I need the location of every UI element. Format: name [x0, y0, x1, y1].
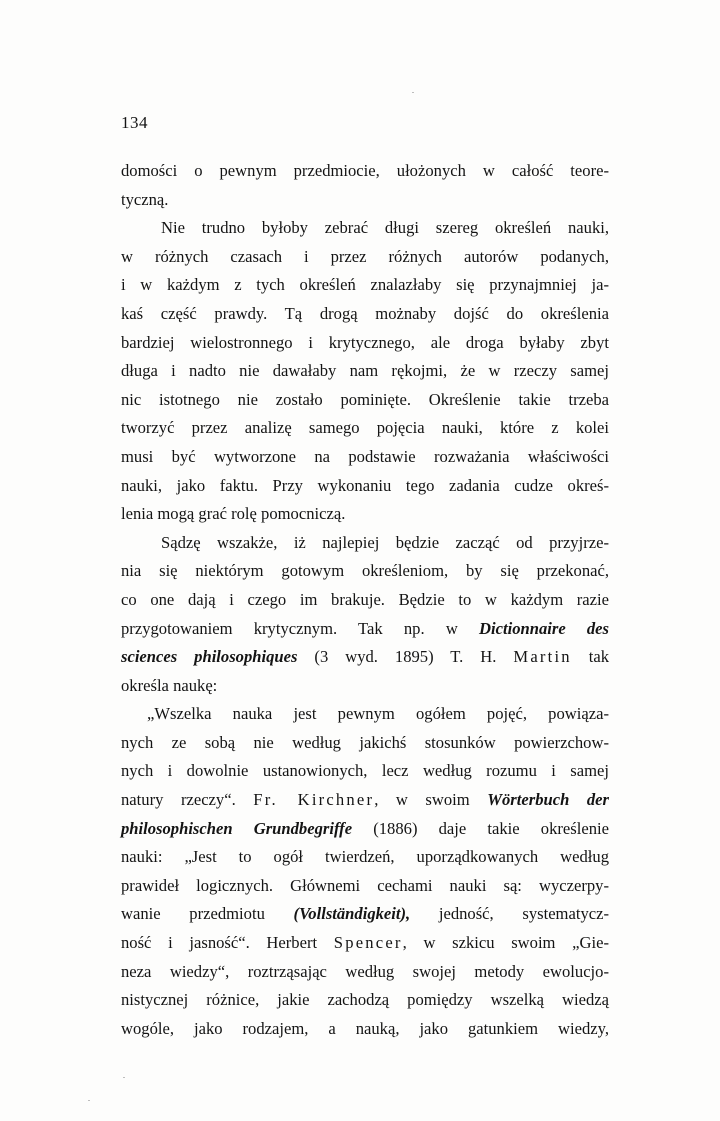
- line-text: domości o pewnym przedmiocie, ułożonych w całość teore-: [121, 161, 609, 180]
- line-text: prawideł logicznych. Głównemi cechami nauki są: wyczerpy-: [121, 875, 609, 895]
- line-text: natury rzeczy“.: [121, 790, 254, 810]
- scan-speck: [412, 92, 414, 93]
- line-text: i w każdym z tych określeń znalazłaby się przynajmniej ja-: [121, 275, 609, 295]
- line-text: przygotowaniem krytycznym. Tak np. w: [121, 618, 480, 638]
- line-text: nauki, jako faktu. Przy wykonaniu tego zadania cudze okreś-: [121, 475, 609, 495]
- line-text: musi być wytworzone na podstawie rozważania właściwości: [121, 446, 609, 466]
- text-line: [121, 414, 609, 443]
- text-line: [121, 958, 609, 987]
- line-text: nistycznej różnice, jakie zachodzą pomiędzy wszelką wiedzą: [121, 990, 609, 1010]
- text-line: [121, 243, 609, 272]
- line-text: (1886) daje takie określenie: [352, 818, 609, 838]
- text-line: [121, 672, 609, 701]
- line-text: , w swoim: [374, 790, 488, 810]
- line-text: (3 wyd. 1895) T. H.: [297, 647, 514, 667]
- book-title-sciences: sciences philosophiques: [121, 647, 298, 667]
- text-line: [121, 500, 609, 529]
- text-line: [121, 615, 609, 644]
- line-text: w różnych czasach i przez różnych autorów podanych,: [121, 246, 609, 266]
- text-line: [121, 357, 609, 386]
- line-text: nic istotnego nie zostało pominięte. Określenie takie trzeba: [121, 389, 609, 409]
- text-line: [121, 443, 609, 472]
- scan-speck: [88, 1100, 90, 1101]
- text-line: [121, 271, 609, 300]
- line-text: długa i nadto nie dawałaby nam rękojmi, że w rzeczy samej: [121, 361, 609, 381]
- text-line: [121, 586, 609, 615]
- line-text: bardziej wielostronnego i krytycznego, ale droga byłaby zbyt: [121, 332, 609, 352]
- line-text: nia się niektórym gotowym określeniom, by się przekonać,: [121, 561, 609, 581]
- line-text: Nie trudno byłoby zebrać długi szereg określeń nauki,: [161, 218, 609, 238]
- line-text: , w szkicu swoim „Gie-: [402, 933, 609, 953]
- text-line: [121, 1015, 609, 1044]
- text-line: [121, 700, 609, 729]
- line-text: co one dają i czego im brakuje. Będzie to w każdym razie: [121, 589, 609, 609]
- line-text: wogóle, jako rodzajem, a nauką, jako gatunkiem wiedzy,: [121, 1018, 609, 1038]
- line-text: kaś część prawdy. Tą drogą możnaby dojść do określenia: [121, 303, 609, 323]
- scan-speck: [123, 1077, 125, 1078]
- book-title-dictionnaire: Dictionnaire des: [479, 618, 610, 638]
- line-text: jedność, systematycz-: [410, 904, 609, 924]
- line-text: tak: [571, 647, 609, 667]
- line-text: ność i jasność“. Herbert: [121, 933, 334, 953]
- line-text: tworzyć przez analizę samego pojęcia nauki, które z kolei: [121, 418, 609, 438]
- book-title-worterbuch: Wörterbuch der: [487, 790, 609, 810]
- text-line: [121, 300, 609, 329]
- body-text: [121, 157, 609, 1043]
- text-line: [121, 557, 609, 586]
- text-line: [121, 757, 609, 786]
- text-line: [121, 529, 609, 558]
- text-line: [121, 329, 609, 358]
- text-line: [121, 472, 609, 501]
- text-line: [121, 643, 609, 672]
- line-text: „Wszelka nauka jest pewnym ogółem pojęć, powiąza-: [147, 704, 609, 724]
- text-line: [121, 900, 609, 929]
- line-text: nauki: „Jest to ogół twierdzeń, uporządkowanych według: [121, 847, 609, 867]
- line-text: neza wiedzy“, roztrząsając według swojej metody ewolucjo-: [121, 961, 609, 981]
- author-name-spencer: Spencer: [333, 933, 403, 953]
- book-title-grundbegriffe: philosophischen Grundbegriffe: [121, 818, 353, 838]
- line-text: tyczną.: [121, 189, 169, 209]
- line-text: nych i dowolnie ustanowionych, lecz według rozumu i samej: [121, 761, 609, 781]
- author-name-kirchner: Fr. Kirchner: [253, 790, 375, 810]
- page-number: 134: [121, 113, 148, 132]
- text-line: [121, 929, 609, 958]
- line-text: określa naukę:: [121, 675, 218, 695]
- text-line: [121, 386, 609, 415]
- text-line: [121, 843, 609, 872]
- line-text: lenia mogą grać rolę pomocniczą.: [121, 504, 346, 524]
- text-line: [121, 786, 609, 815]
- line-text: Sądzę wszakże, iż najlepiej będzie zacząć od przyjrze-: [161, 532, 609, 552]
- text-line: [121, 186, 609, 215]
- line-text: nych ze sobą nie według jakichś stosunków powierzchow-: [121, 732, 609, 752]
- text-line: [121, 214, 609, 243]
- text-line: [121, 815, 609, 844]
- text-line: [121, 872, 609, 901]
- term-vollstandigkeit: (Vollständigkeit),: [293, 904, 411, 924]
- author-name-martin: Martin: [513, 647, 572, 667]
- text-line: [121, 157, 609, 186]
- line-text: wanie przedmiotu: [121, 904, 294, 924]
- text-line: [121, 729, 609, 758]
- text-line: [121, 986, 609, 1015]
